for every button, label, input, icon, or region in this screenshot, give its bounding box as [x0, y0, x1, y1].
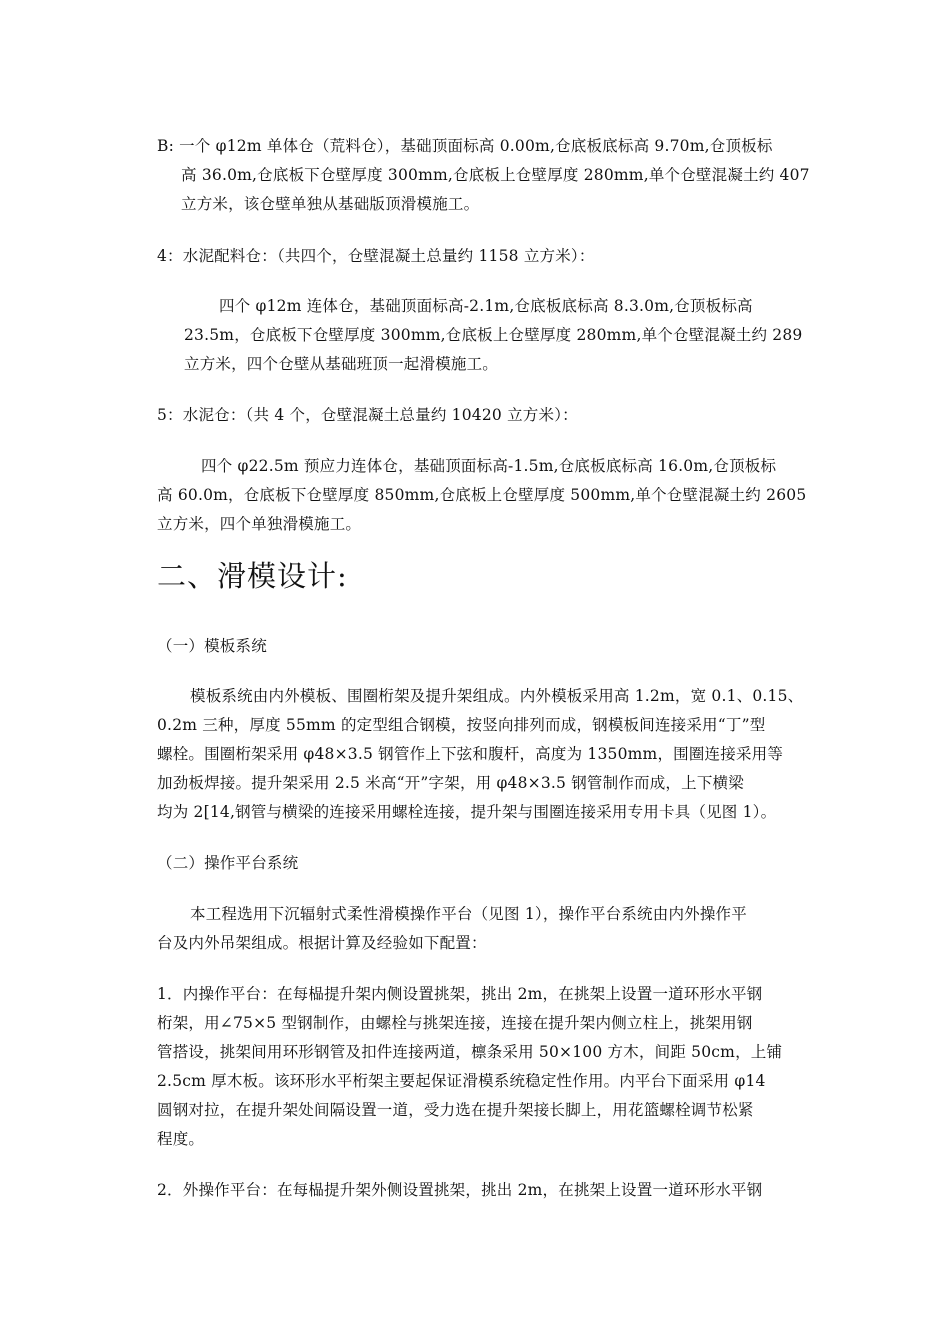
sub2-line-1: 本工程选用下沉辐射式柔性滑模操作平台（见图 1），操作平台系统由内外操作平 [190, 905, 747, 923]
point1-line-6: 程度。 [157, 1130, 205, 1148]
block-b-line-3: 立方米，该仓壁单独从基础版顶滑模施工。 [181, 195, 480, 213]
item5-line-3: 立方米，四个单独滑模施工。 [157, 515, 362, 533]
block-b-line-1: B: 一个 φ12m 单体仓（荒料仓），基础顶面标高 0.00m,仓底板底标高 9.70m,仓顶板标 [157, 137, 773, 155]
item4-line-3: 立方米，四个仓壁从基础班顶一起滑模施工。 [184, 355, 499, 373]
item5-title: 5：水泥仓：（共 4 个，仓壁混凝土总量约 10420 立方米）： [157, 406, 578, 424]
point1-line-1: 1．内操作平台：在每榀提升架内侧设置挑架，挑出 2m，在挑架上设置一道环形水平钢 [157, 985, 763, 1003]
point2-line-1: 2．外操作平台：在每榀提升架外侧设置挑架，挑出 2m，在挑架上设置一道环形水平钢 [157, 1181, 763, 1199]
sub2-title: （二）操作平台系统 [157, 854, 299, 872]
item4-line-2: 23.5m，仓底板下仓壁厚度 300mm,仓底板上仓壁厚度 280mm,单个仓壁混凝土约 289 [184, 326, 803, 344]
item5-line-1: 四个 φ22.5m 预应力连体仓，基础顶面标高-1.5m,仓底板底标高 16.0m,仓顶板标 [201, 457, 777, 475]
sub1-line-2: 0.2m 三种，厚度 55mm 的定型组合钢模，按竖向排列而成，钢模板间连接采用“丁”型 [157, 716, 766, 734]
item4-title: 4：水泥配料仓：（共四个，仓壁混凝土总量约 1158 立方米）： [157, 247, 595, 265]
sub1-line-5: 均为 2[14,钢管与横梁的连接采用螺栓连接，提升架与围圈连接采用专用卡具（见图 1）。 [157, 803, 777, 821]
item4-line-1: 四个 φ12m 连体仓，基础顶面标高-2.1m,仓底板底标高 8.3.0m,仓顶板标高 [219, 297, 753, 315]
sub1-title: （一）模板系统 [157, 637, 267, 655]
sub2-line-2: 台及内外吊架组成。根据计算及经验如下配置： [157, 934, 487, 952]
section-heading: 二、滑模设计: [157, 559, 348, 593]
sub1-line-1: 模板系统由内外模板、围圈桁架及提升架组成。内外模板采用高 1.2m，宽 0.1、0.15、 [190, 687, 804, 705]
sub1-line-4: 加劲板焊接。提升架采用 2.5 米高“开”字架，用 φ48×3.5 钢管制作而成，上下横梁 [157, 774, 744, 792]
point1-line-2: 桁架，用∠75×5 型钢制作，由螺栓与挑架连接，连接在提升架内侧立柱上，挑架用钢 [157, 1014, 753, 1032]
item5-line-2: 高 60.0m，仓底板下仓壁厚度 850mm,仓底板上仓壁厚度 500mm,单个仓壁混凝土约 2605 [157, 486, 807, 504]
block-b-line-2: 高 36.0m,仓底板下仓壁厚度 300mm,仓底板上仓壁厚度 280mm,单个仓壁混凝土约 407 [181, 166, 810, 184]
point1-line-5: 圆钢对拉，在提升架处间隔设置一道，受力选在提升架接长脚上，用花篮螺栓调节松紧 [157, 1101, 754, 1119]
point1-line-4: 2.5cm 厚木板。该环形水平桁架主要起保证滑模系统稳定性作用。内平台下面采用 φ14 [157, 1072, 766, 1090]
sub1-line-3: 螺栓。围圈桁架采用 φ48×3.5 钢管作上下弦和腹杆，高度为 1350mm，围圈连接采用等 [157, 745, 784, 763]
point1-line-3: 管搭设，挑架间用环形钢管及扣件连接两道，檩条采用 50×100 方木，间距 50cm，上铺 [157, 1043, 783, 1061]
